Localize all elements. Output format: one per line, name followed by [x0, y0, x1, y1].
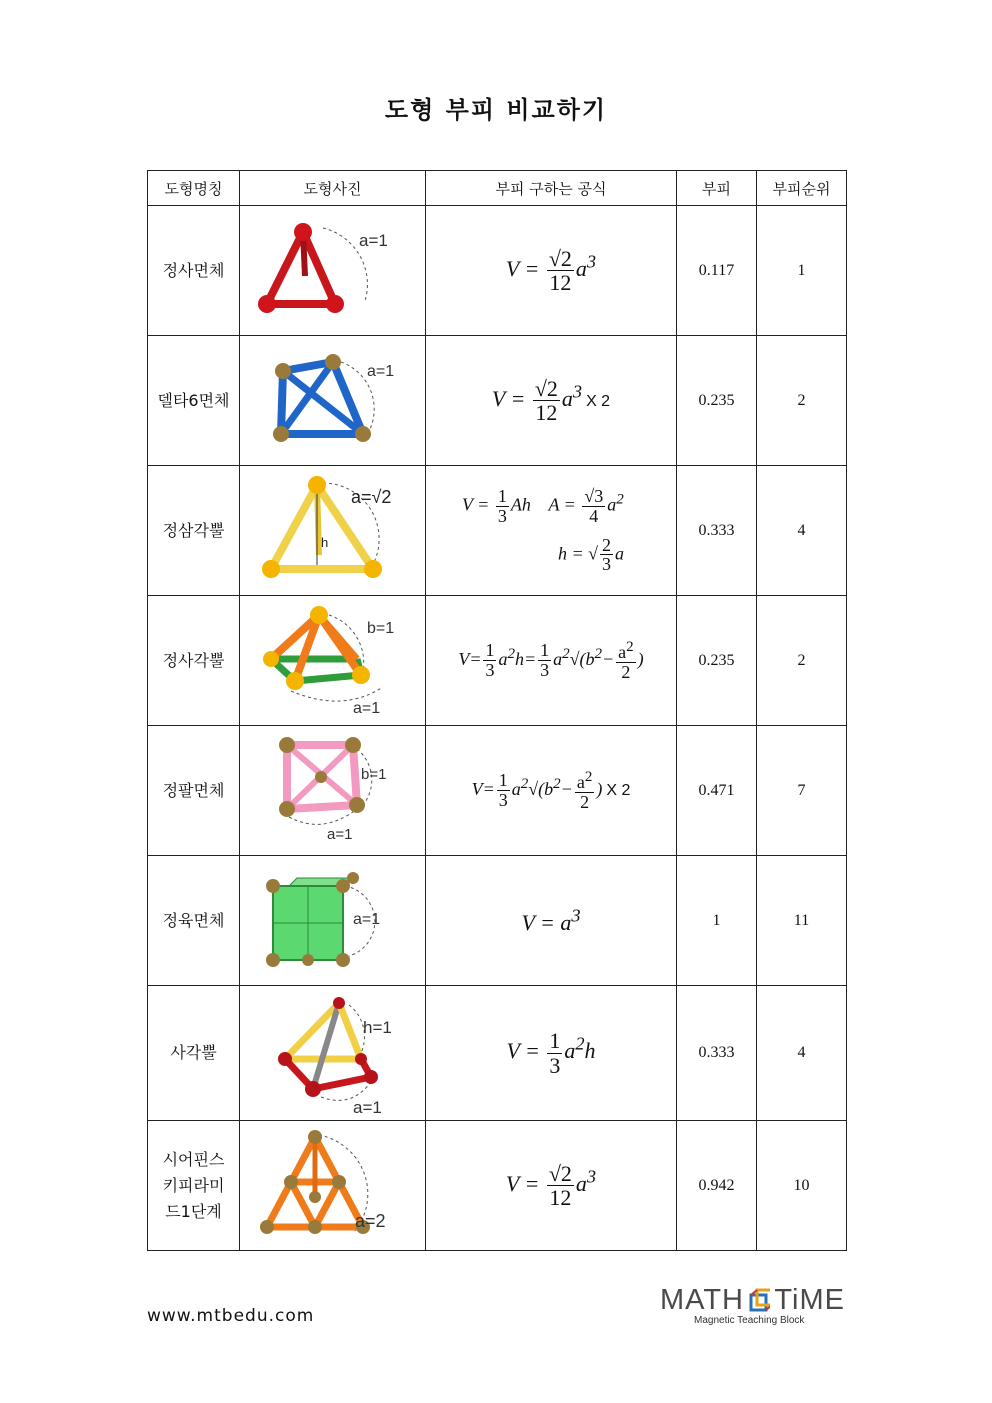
edge-label: a=1: [358, 230, 388, 250]
shape-name: 정팔면체: [148, 726, 240, 856]
header-formula: 부피 구하는 공식: [426, 171, 677, 206]
triangular-pyramid-image: [253, 473, 413, 588]
formula-cell: [426, 336, 677, 466]
volume-table: [147, 170, 847, 1251]
header-rank: 부피순위: [757, 171, 847, 206]
formula-cell: [426, 596, 677, 726]
shape-photo-cell: [240, 206, 426, 336]
formula: V= $\frac{1}{3}$ $a^2√(b^2-$ $\frac{a^2}{2}$ ) X 2: [471, 768, 631, 812]
volume-value: 0.235: [677, 596, 757, 726]
right-pyramid-image: [253, 993, 413, 1113]
formula-cell: [426, 986, 677, 1121]
volume-value: 0.235: [677, 336, 757, 466]
table-row: [148, 856, 847, 986]
volume-value: 0.471: [677, 726, 757, 856]
table-row: [148, 1121, 847, 1251]
formula: V = $\frac{√2}{12}$ $a^3$: [505, 245, 597, 295]
shape-name-line: 키피라미: [162, 1175, 225, 1195]
volume-value: 0.117: [677, 206, 757, 336]
square-pyramid-image: [253, 603, 413, 718]
edge-label: a=1: [366, 362, 394, 380]
formula: V = $\frac{√2}{12}$ $a^3$: [505, 1160, 597, 1210]
cube-logo-icon: [748, 1288, 770, 1314]
logo-tagline: Magnetic Teaching Block: [694, 1315, 805, 1326]
shape-name: 정육면체: [148, 856, 240, 986]
base-label: a=1: [352, 1098, 382, 1113]
logo-text-left: MATH: [660, 1284, 745, 1316]
rank-value: 11: [757, 856, 847, 986]
shape-photo-cell: [240, 726, 426, 856]
table-row: [148, 466, 847, 596]
table-row: [148, 986, 847, 1121]
shape-photo-cell: [240, 856, 426, 986]
sierpinski-pyramid-image: [253, 1127, 413, 1245]
volume-value: 0.333: [677, 466, 757, 596]
base-label: a=1: [326, 826, 352, 843]
shape-name: 정삼각뿔: [148, 466, 240, 596]
table-header-row: [148, 171, 847, 206]
table-row: [148, 336, 847, 466]
shape-name: 정사면체: [148, 206, 240, 336]
formula-cell: [426, 856, 677, 986]
table-row: [148, 726, 847, 856]
formula: V= $\frac{1}{3}$ $a^2h=$ $\frac{1}{3}$ $a^2√(b^2-$ $\frac{a^2}{2}$ ): [458, 638, 644, 682]
delta-hexahedron-image: [253, 346, 413, 456]
tetrahedron-image: [253, 216, 413, 326]
edge-label: a=√2: [350, 487, 391, 507]
formula-cell: [426, 1121, 677, 1251]
formula-cell: [426, 206, 677, 336]
height-label: h=1: [362, 1018, 392, 1037]
footer-url: www.mtbedu.com: [147, 1306, 315, 1326]
octahedron-image: [253, 733, 413, 848]
shape-name: 사각뿔: [148, 986, 240, 1121]
shape-photo-cell: [240, 1121, 426, 1251]
volume-value: 1: [677, 856, 757, 986]
edge-label: a=2: [354, 1210, 386, 1231]
shape-name: 델타6면체: [148, 336, 240, 466]
header-name: 도형명칭: [148, 171, 240, 206]
rank-value: 1: [757, 206, 847, 336]
formula-height: h = √ $\frac{2}{3}$ a: [558, 534, 625, 575]
volume-value: 0.333: [677, 986, 757, 1121]
formula-cell: [426, 466, 677, 596]
shape-name: 정사각뿔: [148, 596, 240, 726]
shape-photo-cell: [240, 466, 426, 596]
slant-label: b=1: [366, 620, 394, 637]
shape-name: [148, 1121, 240, 1251]
header-volume: 부피: [677, 171, 757, 206]
formula: $V = a^3$: [521, 905, 581, 935]
rank-value: 7: [757, 726, 847, 856]
base-label: a=1: [352, 700, 380, 717]
table-row: [148, 206, 847, 336]
shape-photo-cell: [240, 596, 426, 726]
header-photo: 도형사진: [240, 171, 426, 206]
edge-label: a=1: [352, 910, 380, 928]
formula: V = $\frac{1}{3}$ Ah A = $\frac{√3}{4}$ $a^2$: [462, 485, 624, 526]
slant-label: b=1: [360, 766, 386, 783]
shape-photo-cell: [240, 336, 426, 466]
shape-photo-cell: [240, 986, 426, 1121]
shape-name-line: 드1단계: [165, 1201, 222, 1221]
height-label: h: [320, 535, 328, 550]
shape-name-line: 시어핀스: [162, 1149, 225, 1169]
page-title: 도형 부피 비교하기: [384, 96, 608, 124]
table-row: [148, 596, 847, 726]
formula: V = $\frac{1}{3}$ $a^2h$: [506, 1028, 596, 1078]
rank-value: 4: [757, 466, 847, 596]
cube-image: [253, 866, 413, 976]
volume-value: 0.942: [677, 1121, 757, 1251]
rank-value: 2: [757, 596, 847, 726]
logo-text-right: TiME: [774, 1284, 845, 1316]
rank-value: 4: [757, 986, 847, 1121]
math-time-logo: [660, 1284, 845, 1326]
formula: V = $\frac{√2}{12}$ $a^3$ X 2: [491, 375, 611, 425]
rank-value: 10: [757, 1121, 847, 1251]
rank-value: 2: [757, 336, 847, 466]
formula-cell: [426, 726, 677, 856]
